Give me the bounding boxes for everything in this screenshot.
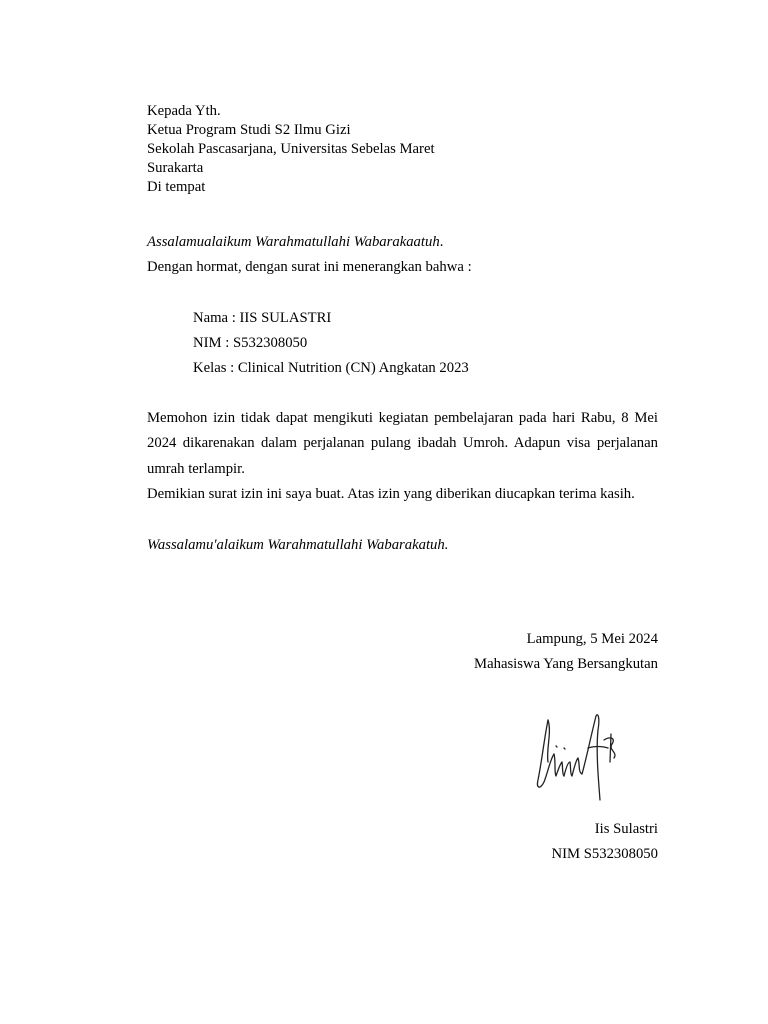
body-paragraph-2: Demikian surat izin ini saya buat. Atas izin yang diberikan diucapkan terima kasih. [147, 486, 635, 502]
student-nim: NIM : S532308050 [193, 335, 308, 351]
opening-greeting [147, 233, 443, 252]
body-paragraph-1: Memohon izin tidak dapat mengikuti kegiatan pembelajaran pada hari Rabu, 8 Mei 2024 dikarenakan dalam perjalanan pulang ibadah Umroh. Adapun visa perjalanan umrah terlampir. [147, 410, 658, 477]
greeting-punct: . [439, 234, 444, 250]
signer-nim: NIM S532308050 [551, 846, 658, 862]
signer-role: Mahasiswa Yang Bersangkutan [474, 656, 658, 672]
place-date: Lampung, 5 Mei 2024 [526, 631, 658, 647]
recipient-line-4: Surakarta [147, 160, 204, 176]
recipient-line-1: Kepada Yth. [147, 103, 221, 119]
student-name: Nama : IIS SULASTRI [193, 310, 332, 326]
opening-intro: Dengan hormat, dengan surat ini menerangkan bahwa : [147, 259, 472, 275]
recipient-line-2: Ketua Program Studi S2 Ilmu Gizi [147, 122, 351, 138]
signer-name: Iis Sulastri [594, 821, 658, 837]
greeting-text: Assalamualaikum Warahmatullahi Wabarakaatuh [147, 234, 440, 250]
closing-greeting: Wassalamu'alaikum Warahmatullahi Wabarakatuh. [147, 537, 449, 553]
student-kelas: Kelas : Clinical Nutrition (CN) Angkatan 2023 [193, 360, 469, 376]
recipient-line-3: Sekolah Pascasarjana, Universitas Sebelas Maret [147, 141, 435, 157]
recipient-line-5: Di tempat [147, 179, 206, 195]
signature-icon [528, 710, 628, 805]
